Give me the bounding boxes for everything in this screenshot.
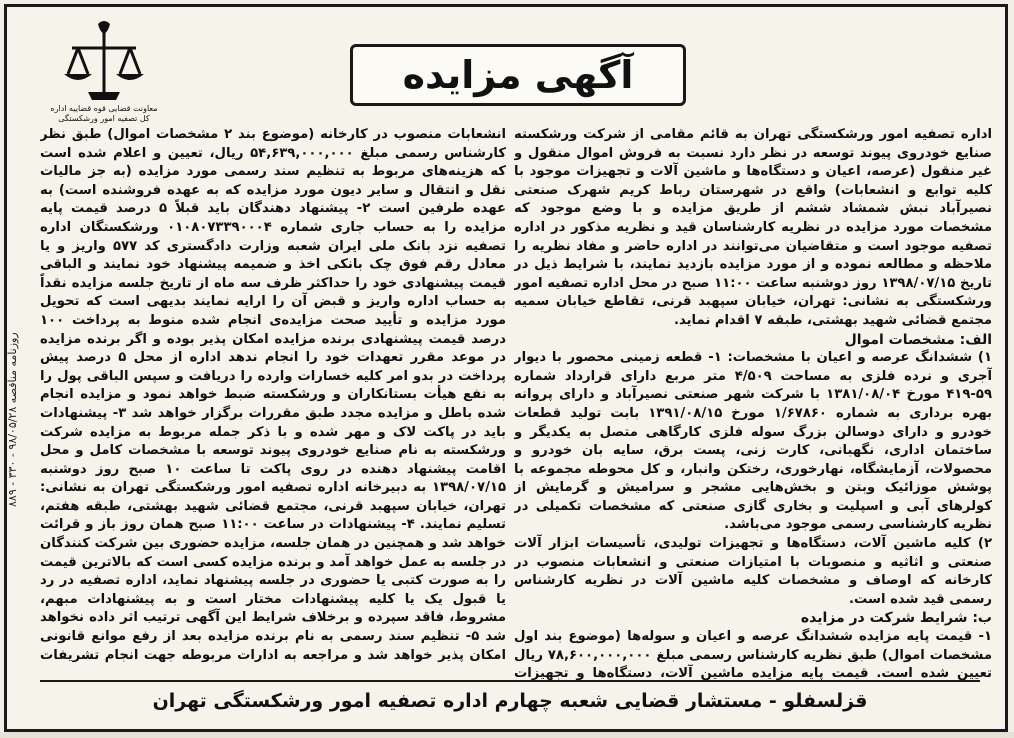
intro-paragraph: اداره تصفیه امور ورشکستگی تهران به قائم مقامی از شرکت ورشکسته صنایع خودروی پیوند توسعه در نظر دارد نسبت به فروش اموال منقول و غیر منقول (عرصه، اعیان و دستگاه‌ها و ماشین آلات و تجهیزات موجود با کلیه توابع و انشعابات) واقع در شهرستان رباط کریم شهرک صنعتی نصیرآباد نبش شمشاد ششم از طریق مزایده و با وضع موجود که مشخصات مورد مزایده در نظریه کارشناسان قید و نظریه مذکور در اداره تصفیه موجود است و متقاضیان می‌توانند در اداره حاضر و مفاد نظریه را ملاحظه و مطالعه نموده و از مورد مزایده بازدید نمایند، با شرایط ذیل در تاریخ ۱۳۹۸/۰۷/۱۵ روز دوشنبه ساعت ۱۱:۰۰ صبح در محل اداره تصفیه امور ورشکستگی به نشانی: تهران، خیابان سپهبد قرنی، تقاطع خیابان سمیه مجتمع قضائی شهید بهشتی، طبقه ۷ اقدام نماید. <box>514 127 992 328</box>
property-item-2: ۲) کلیه ماشین آلات، دستگاه‌ها و تجهیزات تولیدی، تأسیسات ابزار آلات صنعتی و اثاثیه و منصوبات با امتیازات صنعتی و انشعابات منصوب در کارخانه که اوصاف و مشخصات کلیه ماشین آلات در نظریه کارشناس رسمی قید شده است. <box>514 536 992 607</box>
title-box <box>350 44 686 106</box>
condition-1: ۱- قیمت پایه مزایده ششدانگ عرصه و اعیان و سوله‌ها (موضوع بند اول مشخصات اموال) طبق نظریه کارشناس رسمی مبلغ ۷۸,۶۰۰,۰۰۰,۰۰۰ ریال تعیین شده است. قیمت پایه مزایده ماشین آلات، دستگاه‌ها و تجهیزات <box>514 629 992 681</box>
right-column <box>514 126 992 681</box>
signature-footer <box>40 680 980 720</box>
newspaper-side-note: روزنامه مناقصه ۹۸/۰۵/۲۸ - ۳۳۰ - ۸۸۹ <box>6 332 19 508</box>
conditions-continued: انشعابات منصوب در کارخانه (موضوع بند ۲ مشخصات اموال) طبق نظر کارشناس رسمی مبلغ ۵۴,۶۳۹,۰۰۰,۰۰۰ ریال، تعیین و اعلام شده است که هزینه‌های مربوط به تنظیم سند رسمی مورد مزایده (به جز مالیات نقل و انتقال و سایر دیون مورد مزایده که به عهده فروشنده است) به عهده طرفین است ۲- پیشنهاد دهندگان باید قبلاً ۵ درصد قیمت پایه مزایده را به حساب جاری شماره ۰۱۰۸۰۷۳۳۹۰۰۰۴ ورشکستگان اداره تصفیه نزد بانک ملی ایران شعبه وزارت دادگستری کد ۵۷۷ واریز و یا معادل رقم فوق چک بانکی اخذ و ضمیمه پیشنهاد خود نمایند و الباقی قیمت پیشنهادی خود را حداکثر ظرف سه ماه از تاریخ جلسه مزایده نقداً به حساب اداره واریز و قبض آن را ارایه نمایند بدیهی است که تحویل مورد مزایده و تأیید صحت مزایده‌ی انجام شده منوط به پرداخت ۱۰۰ درصد قیمت پیشنهادی برنده مزایده امکان پذیر بوده و اگر برنده مزایده در موعد مقرر تعهدات خود را انجام ندهد اداره از محل ۵ درصد پیش پرداخت در بدو امر کلیه خسارات وارده را دریافت و سپس الباقی پول را به نفع هیأت بستانکاران و ورشکسته ضبط خواهد نمود و مزایده انجام شده باطل و مزایده مجدد طبق مقررات برگزار خواهد شد ۳- پیشنهادات باید در پاکت لاک و مهر شده و با ذکر جمله مربوط به مزایده شرکت ورشکسته به نام صنایع خودروی پیوند توسعه با مشخصات کامل و محل اقامت پیشنهاد دهنده در روی پاکت تا ساعت ۱۰ صبح روز دوشنبه ۱۳۹۸/۰۷/۱۵ به دبیرخانه اداره تصفیه امور ورشکستگی تهران به نشانی: تهران، خیابان سپهبد قرنی، مجتمع قضائی شهید بهشتی، طبقه هفتم، تسلیم نمایند. ۴- پیشنهادات در ساعت ۱۱:۰۰ صبح همان روز باز و قرائت خواهد شد و همچنین در همان جلسه، مزایده حضوری بین شرکت کنندگان در جلسه به عمل خواهد آمد و برنده مزایده کسی است که بالاترین قیمت را به صورت کتبی یا حضوری در جلسه پیشنهاد نماید، اداره تصفیه در رد یا قبول یک یا کلیه پیشنهادات مختار است و به پیشنهادات مبهم، مشروط، فاقد سپرده و برخلاف شرایط این آگهی ترتیب اثر داده نخواهد شد ۵- تنظیم سند رسمی به نام برنده مزایده بعد از رفع موانع قانونی امکان پذیر خواهد شد و مراجعه به ادارات مربوطه جهت انجام تشریفات <box>40 127 506 663</box>
bottom-strip <box>0 732 1014 738</box>
property-item-1: ۱) ششدانگ عرصه و اعیان با مشخصات: ۱- قطعه زمینی محصور با دیوار آجری و نرده فلزی به مساحت ۴/۵۰۹ متر مربع دارای قرارداد شماره ۵۹-۴۱۹ مورخ ۱۳۸۱/۰۸/۰۴ با شرکت شهر صنعتی نصیرآباد و دارای پروانه بهره برداری به شماره ۱/۶۷۸۶۰ مورخ ۱۳۹۱/۰۸/۱۵ بابت تولید قطعات خودرو و دارای دوسالن بزرگ سوله فلزی کارگاهی متصل به یکدیگر و ساختمان اداری، نگهبانی، کارت زنی، پست برق، سایه بان خودرو و محصولات، آزمایشگاه، نهارخوری، رختکن وانبار، و کل محوطه مجموعه با پوشش موزائیک وبتن و بخش‌هایی مشجر و سرامیش و گرمایش از کولرهای آبی و اسپلیت و بخاری گازی صنعتی که مشخصات تکمیلی در نظریه کارشناسی رسمی موجود می‌باشد. <box>514 350 992 533</box>
signature-text: قزلسفلو - مستشار قضایی شعبه چهارم اداره تصفیه امور ورشکستگی تهران <box>152 690 868 712</box>
section-a-heading: الف: مشخصات اموال <box>844 331 992 348</box>
judiciary-emblem-icon <box>58 18 150 104</box>
left-column <box>40 126 506 666</box>
section-b-heading: ب: شرایط شرکت در مزایده <box>800 610 992 627</box>
page-title: آگهی مزایده <box>402 53 634 97</box>
emblem-caption: معاونت قضایی قوه قضاییه اداره کل تصفیه امور ورشکستگی <box>50 104 158 123</box>
